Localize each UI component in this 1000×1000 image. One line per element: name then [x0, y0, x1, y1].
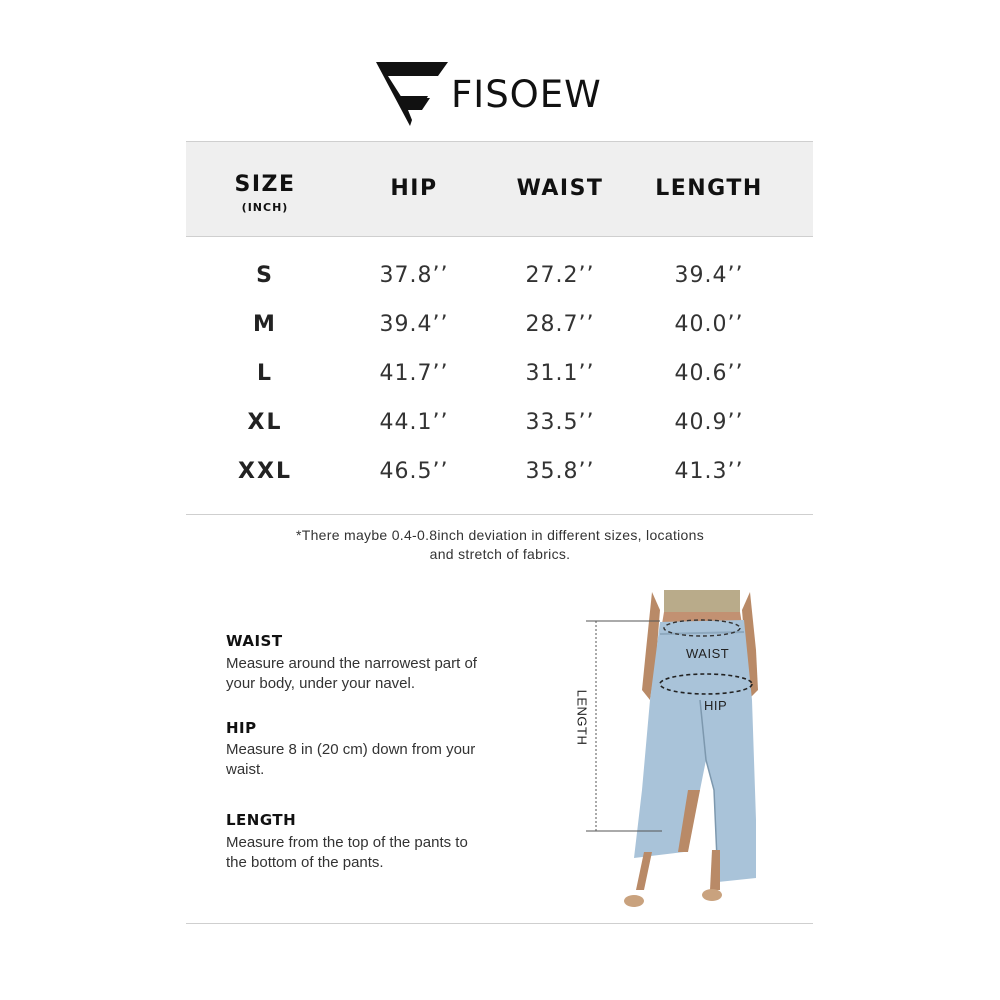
cell-size: XL	[247, 410, 283, 435]
cell-length: 41.3’’	[674, 459, 744, 484]
note-line-2: and stretch of fabrics.	[429, 546, 571, 562]
table-row	[186, 403, 813, 443]
header-waist: WAIST	[516, 176, 604, 201]
header-size-label: SIZE	[234, 172, 296, 197]
table-row	[186, 256, 813, 296]
cell-waist: 35.8’’	[525, 459, 595, 484]
header-size	[190, 172, 340, 214]
brand-name: FISOEW	[451, 73, 602, 116]
denim-skirt-illustration	[560, 590, 790, 915]
skirt-model-figure	[560, 590, 790, 915]
hip-description	[226, 740, 526, 780]
length-desc-line-2: the bottom of the pants.	[226, 854, 384, 871]
waist-desc-line-1: Measure around the narrowest part of	[226, 655, 477, 672]
cell-waist: 33.5’’	[525, 410, 595, 435]
cell-length: 40.9’’	[674, 410, 744, 435]
bottom-divider	[186, 923, 813, 924]
waist-title: WAIST	[226, 632, 283, 650]
cell-hip: 39.4’’	[379, 312, 449, 337]
header-hip: HIP	[390, 176, 438, 201]
cell-length: 40.6’’	[674, 361, 744, 386]
table-bottom-divider	[186, 514, 813, 515]
length-desc-line-1: Measure from the top of the pants to	[226, 834, 468, 851]
figure-hip-label: HIP	[704, 698, 728, 713]
table-header	[186, 141, 813, 237]
cell-hip: 46.5’’	[379, 459, 449, 484]
waist-desc-line-2: your body, under your navel.	[226, 675, 416, 692]
hip-desc-line-1: Measure 8 in (20 cm) down from your	[226, 741, 476, 758]
table-row	[186, 452, 813, 492]
figure-waist-label: WAIST	[686, 646, 730, 661]
cell-length: 40.0’’	[674, 312, 744, 337]
note-line-1: *There maybe 0.4-0.8inch deviation in different sizes, locations	[295, 527, 705, 543]
hip-title: HIP	[226, 719, 257, 737]
header-length: LENGTH	[655, 176, 763, 201]
fisoew-logo-icon	[376, 62, 450, 128]
table-row	[186, 354, 813, 394]
cell-waist: 31.1’’	[525, 361, 595, 386]
cell-hip: 41.7’’	[379, 361, 449, 386]
length-description	[226, 833, 526, 873]
length-title: LENGTH	[226, 811, 297, 829]
deviation-note	[250, 526, 750, 564]
table-row	[186, 305, 813, 345]
header-size-unit: (INCH)	[241, 201, 289, 214]
cell-length: 39.4’’	[674, 263, 744, 288]
brand-logo	[376, 62, 626, 128]
cell-hip: 44.1’’	[379, 410, 449, 435]
figure-length-label: LENGTH	[574, 689, 590, 746]
cell-waist: 28.7’’	[525, 312, 595, 337]
cell-size: M	[253, 312, 277, 337]
cell-size: L	[256, 361, 274, 386]
waist-description	[226, 654, 526, 694]
cell-hip: 37.8’’	[379, 263, 449, 288]
cell-waist: 27.2’’	[525, 263, 595, 288]
hip-desc-line-2: waist.	[226, 761, 265, 778]
cell-size: XXL	[238, 459, 292, 484]
cell-size: S	[256, 263, 274, 288]
